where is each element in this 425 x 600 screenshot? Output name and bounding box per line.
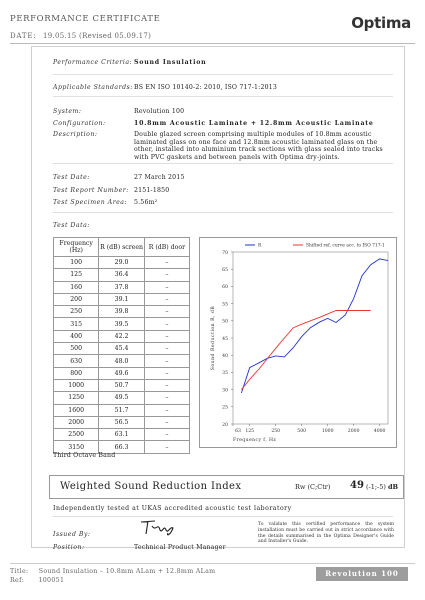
y-tick-label: 60 [222, 285, 228, 291]
table-header-row [54, 238, 190, 257]
cell-r-door: – [144, 429, 189, 441]
cell-frequency: 100 [54, 257, 99, 269]
table-row [54, 281, 190, 293]
legend-label: Shifted ref. curve acc. to ISO 717-1 [306, 243, 385, 249]
cell-frequency: 800 [54, 367, 99, 379]
footer-divider [10, 563, 415, 564]
cell-r-door: – [144, 318, 189, 330]
cell-r-screen: 56.5 [99, 416, 145, 428]
plot-area [233, 252, 388, 424]
y-tick-label: 20 [222, 422, 228, 428]
certificate-date [10, 32, 151, 40]
x-tick-label: 1000 [321, 429, 334, 434]
cell-frequency: 200 [54, 293, 99, 305]
cell-r-door: – [144, 404, 189, 416]
detail-value: Revolution 100 [134, 108, 185, 115]
section-divider [53, 163, 393, 164]
cell-r-screen: 48.0 [99, 355, 145, 367]
cell-r-screen: 49.6 [99, 367, 145, 379]
cell-frequency: 1600 [54, 404, 99, 416]
cell-r-screen: 45.4 [99, 343, 145, 355]
cell-frequency: 2000 [54, 416, 99, 428]
y-tick-label: 55 [222, 302, 228, 308]
sound-reduction-chart [199, 237, 397, 448]
cell-r-door: – [144, 330, 189, 342]
cell-r-screen: 36.4 [99, 269, 145, 281]
cell-r-door: – [144, 355, 189, 367]
cell-frequency: 160 [54, 281, 99, 293]
section-divider [53, 96, 393, 97]
rw-label: Rw (C;Ctr) [295, 483, 331, 491]
x-tick-label: 63 [235, 429, 241, 434]
cell-r-screen: 66.3 [99, 441, 145, 453]
detail-label: Configuration: [53, 120, 106, 127]
footer-ref-value: 100051 [38, 577, 65, 584]
cell-frequency: 125 [54, 269, 99, 281]
detail-label: Performance Criteria: [53, 59, 133, 66]
cell-frequency: 1250 [54, 392, 99, 404]
detail-value: Sound Insulation [134, 59, 207, 66]
date-value: 19.05.15 (Revised 05.09.17) [42, 32, 152, 40]
position-label: Position: [53, 544, 85, 551]
table-row [54, 392, 190, 404]
cell-frequency: 3150 [54, 441, 99, 453]
y-tick-label: 65 [222, 268, 228, 273]
cell-frequency: 315 [54, 318, 99, 330]
table-row [54, 257, 190, 269]
detail-value: 10.8mm Acoustic Laminate + 12.8mm Acoustic Laminate [134, 120, 374, 127]
cell-frequency: 250 [54, 306, 99, 318]
cell-r-door: – [144, 392, 189, 404]
weighted-index-box [49, 475, 404, 499]
cell-frequency: 500 [54, 343, 99, 355]
detail-value: BS EN ISO 10140-2: 2010, ISO 717-1:2013 [134, 84, 278, 91]
detail-value: Double glazed screen comprising multiple modules of 10.8mm acoustic laminated glass on one face and 12.8mm acoustic laminated glass on the other, installed into aluminium track sections with glass sealed into tracks with PVC gaskets and between panels with Optima dry-joints. [134, 131, 383, 161]
table-row [54, 379, 190, 391]
cell-r-screen: 39.1 [99, 293, 145, 305]
test-data-table [53, 237, 190, 454]
x-tick-label: 2000 [347, 429, 360, 434]
validation-note: To validate this certified performance the system installation must be carried out in strict accordance with the details summarised in the Optima Designer's Guide and Installer's Guide. [258, 522, 394, 545]
issued-by-label: Issued By: [53, 531, 91, 538]
y-tick-label: 45 [222, 336, 228, 342]
cell-r-screen: 39.8 [99, 306, 145, 318]
detail-value: 27 March 2015 [134, 174, 185, 181]
optima-logo: Optima [351, 14, 411, 32]
detail-label: System: [53, 108, 82, 115]
y-tick-label: 70 [222, 250, 228, 256]
header-divider [10, 43, 415, 44]
header-r-door: R (dB) door [144, 238, 189, 257]
footer-title [10, 568, 215, 575]
certificate-title: PERFORMANCE CERTIFICATE [10, 14, 161, 24]
cell-r-screen: 50.7 [99, 379, 145, 391]
detail-label: Test Specimen Area: [53, 199, 128, 206]
table-row [54, 306, 190, 318]
cell-r-door: – [144, 257, 189, 269]
table-row [54, 343, 190, 355]
section-divider [53, 74, 393, 75]
cell-r-screen: 49.5 [99, 392, 145, 404]
cell-frequency: 630 [54, 355, 99, 367]
y-tick-label: 50 [222, 319, 228, 325]
cell-frequency: 400 [54, 330, 99, 342]
cell-r-screen: 37.8 [99, 281, 145, 293]
cell-r-screen: 63.1 [99, 429, 145, 441]
series-line-reference [241, 311, 370, 390]
table-row [54, 404, 190, 416]
cell-r-screen: 42.2 [99, 330, 145, 342]
system-badge: Revolution 100 [316, 567, 408, 581]
table-caption: Third Octave Band [53, 452, 116, 459]
rw-value: 49 [350, 480, 364, 491]
y-axis-label: Sound Reduction R, dB [211, 305, 216, 371]
table-row [54, 416, 190, 428]
y-tick-label: 30 [222, 388, 228, 394]
position-value: Technical Product Manager [134, 544, 226, 551]
ukas-divider [53, 516, 393, 517]
cell-r-door: – [144, 416, 189, 428]
header-frequency: Frequency (Hz) [54, 238, 99, 257]
header-r-screen: R (dB) screen [99, 238, 145, 257]
detail-label: Test Report Number: [53, 187, 129, 194]
ukas-statement: Independently tested at UKAS accredited acoustic test laboratory [53, 505, 292, 512]
x-tick-label: 125 [245, 429, 255, 434]
x-tick-label: 4000 [373, 429, 386, 434]
table-row [54, 269, 190, 281]
table-row [54, 293, 190, 305]
test-data-label: Test Data: [53, 222, 90, 229]
x-axis-label: Frequency f, Hz [233, 438, 277, 443]
y-tick-label: 40 [222, 354, 228, 359]
cell-r-screen: 29.0 [99, 257, 145, 269]
rw-unit: dB [388, 483, 399, 491]
detail-label: Test Date: [53, 174, 90, 181]
footer-ref-label: Ref: [10, 577, 25, 584]
footer-title-value: Sound Insulation – 10.8mm ALam + 12.8mm ALam [38, 568, 216, 575]
detail-label: Applicable Standards: [53, 84, 133, 91]
y-tick-label: 35 [222, 371, 228, 377]
detail-value: 5.56m² [134, 199, 158, 206]
cell-r-door: – [144, 269, 189, 281]
cell-r-screen: 39.5 [99, 318, 145, 330]
table-row [54, 367, 190, 379]
table-row [54, 318, 190, 330]
chart-svg [200, 238, 396, 447]
cell-frequency: 1000 [54, 379, 99, 391]
date-label: DATE: [10, 32, 37, 40]
cell-r-screen: 51.7 [99, 404, 145, 416]
cell-r-door: – [144, 441, 189, 453]
cell-r-door: – [144, 293, 189, 305]
x-tick-label: 250 [271, 429, 281, 434]
signature-mark [138, 518, 178, 538]
detail-label: Description: [53, 131, 98, 138]
footer-ref [10, 577, 64, 584]
series-line-r [241, 259, 388, 393]
rw-corrections: (-1;-5) [366, 483, 386, 491]
table-row [54, 429, 190, 441]
y-tick-label: 25 [222, 405, 228, 411]
cell-frequency: 2500 [54, 429, 99, 441]
cell-r-door: – [144, 281, 189, 293]
table-row [54, 355, 190, 367]
weighted-index-title: Weighted Sound Reduction Index [60, 481, 242, 492]
legend-label: R [258, 243, 262, 249]
cell-r-door: – [144, 379, 189, 391]
cell-r-door: – [144, 367, 189, 379]
footer-title-label: Title: [10, 568, 29, 575]
table-row [54, 330, 190, 342]
x-tick-label: 500 [297, 429, 307, 434]
cell-r-door: – [144, 343, 189, 355]
detail-value: 2151-1850 [134, 187, 170, 194]
section-divider [53, 212, 393, 213]
cell-r-door: – [144, 306, 189, 318]
